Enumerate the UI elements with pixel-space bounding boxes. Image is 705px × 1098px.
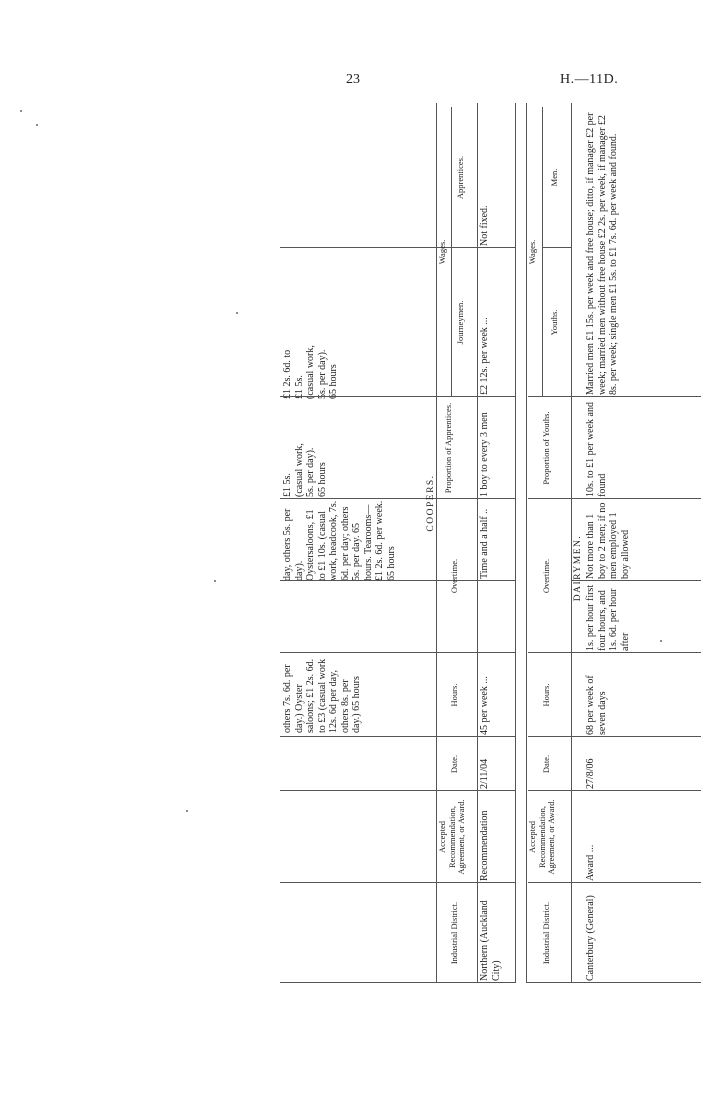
coopers-header-apprentices: Apprentices. xyxy=(455,155,465,200)
continued-journeymen-cell: £1 2s. 6d. to £1 5s. (casual work, 5s. per day). 65 hours xyxy=(282,345,339,399)
coopers-header-journeymen: Journeymen. xyxy=(455,300,465,345)
dairymen-district: Canterbury (General) xyxy=(585,895,596,981)
coopers-apprentices: Not fixed. xyxy=(479,205,490,246)
continued-proportion-cell: £1 5s. (casual work, 5s. per day). 65 hours xyxy=(282,443,328,497)
coopers-district: Northern (Auckland City) xyxy=(479,900,502,981)
coopers-header-overtime: Overtime. xyxy=(449,558,459,594)
dairymen-header-men: Men. xyxy=(549,168,559,187)
page-number: 23 xyxy=(346,72,360,87)
coopers-accepted: Recommendation xyxy=(479,810,490,881)
dairymen-date: 27/8/06 xyxy=(585,758,596,789)
coopers-caption: COOPERS. xyxy=(426,474,436,532)
dairymen-accepted: Award ... xyxy=(585,844,596,881)
rotated-table xyxy=(280,103,705,983)
dairymen-header-hours: Hours. xyxy=(541,683,551,707)
dairymen-header-proportion: Proportion of Youths. xyxy=(541,411,551,485)
dairymen-caption: DAIRYMEN. xyxy=(573,534,583,602)
page-reference: H.—11D. xyxy=(560,72,619,87)
coopers-header-wages: Wages. xyxy=(437,239,447,265)
dairymen-men: Married men £1 15s. per week and free house; ditto, if manager £2 per week; married men without free house £2 2s. per week, if manager £2 8s. per week; single men £1 5s. to £1 7s. 6d. per week and found. xyxy=(585,112,619,395)
dairymen-header-wages: Wages. xyxy=(527,239,537,265)
coopers-overtime: Time and a half .. xyxy=(479,508,490,579)
coopers-header-hours: Hours. xyxy=(449,683,459,707)
dairymen-overtime: 1s. per hour first four hours, and 1s. 6d. per hour after xyxy=(585,584,631,651)
coopers-header-accepted: Accepted Recommendation, Agreement, or Award. xyxy=(437,799,466,875)
coopers-journeymen: £2 12s. per week ... xyxy=(479,317,490,395)
dairymen-header-youths: Youths. xyxy=(549,309,559,336)
dairymen-header-district: Industrial District. xyxy=(541,901,551,965)
dairymen-youths: 10s. to £1 per week and found xyxy=(585,402,608,497)
coopers-date: 2/11/04 xyxy=(479,758,490,789)
coopers-hours: 45 per week ... xyxy=(479,676,490,735)
dairymen-header-accepted: Accepted Recommendation, Agreement, or Award. xyxy=(527,799,556,875)
dairymen-proportion: Not more than 1 boy to 2 men; if no men employed 1 boy allowed xyxy=(585,502,631,579)
continued-hours-cell: others 7s. 6d. per day.) Oyster saloons; £1 2s. 6d. to £3 (casual work 12s. 6d per day, others 8s. per day.) 65 hours xyxy=(282,658,362,733)
coopers-header-proportion: Proportion of Apprentices. xyxy=(443,402,453,494)
dairymen-header-date: Date. xyxy=(541,754,551,774)
coopers-header-date: Date. xyxy=(449,754,459,774)
dairymen-header-overtime: Overtime. xyxy=(541,558,551,594)
coopers-header-district: Industrial District. xyxy=(449,901,459,965)
continued-overtime-cell: day, others 5s. per day). Oystersaloons, £1 to £1 10s. (casual work, headcook, 7s. 6d. per day; others 5s. per day. 65 hours. Tearooms— £1 2s. 6d. per week. 65 hours xyxy=(282,500,397,581)
coopers-proportion: 1 boy to every 3 men xyxy=(479,412,490,497)
dairymen-hours: 68 per week of seven days xyxy=(585,675,608,735)
